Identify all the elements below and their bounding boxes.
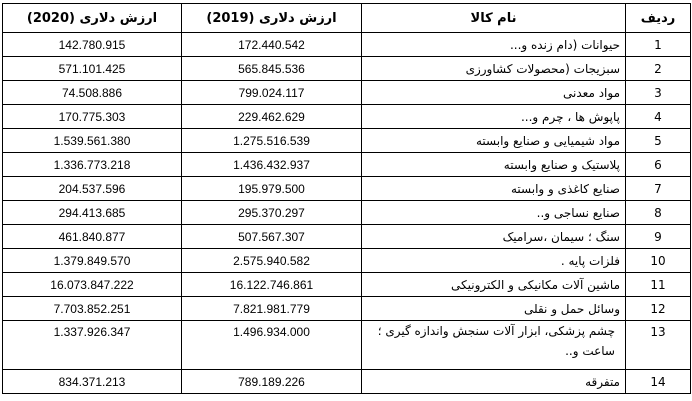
row-number-cell: 12 (626, 297, 691, 321)
value-2019-cell: 1.436.432.937 (182, 153, 362, 177)
value-2020-cell: 204.537.596 (3, 177, 182, 201)
goods-name-cell: حیوانات (دام زنده و... (362, 33, 626, 57)
row-number-cell: 8 (626, 201, 691, 225)
table-row (3, 81, 691, 105)
table-row (3, 129, 691, 153)
goods-name-cell: مواد شیمیایی و صنایع وابسته (362, 129, 626, 153)
row-number-cell: 14 (626, 370, 691, 394)
goods-name-cell: سبزیجات (محصولات کشاورزی (362, 57, 626, 81)
row-number-cell: 2 (626, 57, 691, 81)
table-row (3, 370, 691, 394)
goods-name-cell: صنایع نساجی و.. (362, 201, 626, 225)
value-2020-cell: 571.101.425 (3, 57, 182, 81)
header-value-2019: ارزش دلاری (2019) (182, 4, 362, 33)
goods-name-cell: مواد معدنی (362, 81, 626, 105)
row-number-cell: 4 (626, 105, 691, 129)
header-goods-name: نام کالا (362, 4, 626, 33)
goods-name-cell: متفرقه (362, 370, 626, 394)
value-2019-cell: 1.496.934.000 (182, 321, 362, 370)
table-row (3, 273, 691, 297)
row-number-cell: 10 (626, 249, 691, 273)
row-number-cell: 1 (626, 33, 691, 57)
row-number-cell: 13 (626, 321, 691, 370)
table-row (3, 321, 691, 370)
table-row (3, 201, 691, 225)
value-2020-cell: 142.780.915 (3, 33, 182, 57)
value-2019-cell: 172.440.542 (182, 33, 362, 57)
row-number-cell: 6 (626, 153, 691, 177)
value-2020-cell: 74.508.886 (3, 81, 182, 105)
value-2019-cell: 789.189.226 (182, 370, 362, 394)
value-2019-cell: 295.370.297 (182, 201, 362, 225)
value-2020-cell: 1.379.849.570 (3, 249, 182, 273)
goods-name-cell: صنایع کاغذی و وابسته (362, 177, 626, 201)
goods-name-cell: پلاستیک و صنایع وابسته (362, 153, 626, 177)
goods-name-cell: ماشین آلات مکانیکی و الکترونیکی (362, 273, 626, 297)
value-2020-cell: 170.775.303 (3, 105, 182, 129)
table-header-row (3, 4, 691, 33)
value-2020-cell: 1.337.926.347 (3, 321, 182, 370)
value-2020-cell: 16.073.847.222 (3, 273, 182, 297)
value-2019-cell: 565.845.536 (182, 57, 362, 81)
row-number-cell: 9 (626, 225, 691, 249)
table-row (3, 57, 691, 81)
table-row (3, 177, 691, 201)
value-2019-cell: 507.567.307 (182, 225, 362, 249)
table-row (3, 297, 691, 321)
value-2019-cell: 229.462.629 (182, 105, 362, 129)
value-2019-cell: 1.275.516.539 (182, 129, 362, 153)
goods-name-cell: وسائل حمل و نقلی (362, 297, 626, 321)
row-number-cell: 3 (626, 81, 691, 105)
row-number-cell: 11 (626, 273, 691, 297)
goods-name-cell: فلزات پایه . (362, 249, 626, 273)
value-2019-cell: 195.979.500 (182, 177, 362, 201)
table-row (3, 225, 691, 249)
header-row-number: ردیف (626, 4, 691, 33)
value-2019-cell: 7.821.981.779 (182, 297, 362, 321)
value-2019-cell: 16.122.746.861 (182, 273, 362, 297)
goods-name-cell: پاپوش ها ، چرم و... (362, 105, 626, 129)
value-2019-cell: 2.575.940.582 (182, 249, 362, 273)
goods-value-table (2, 3, 691, 394)
goods-name-cell: سنگ ؛ سیمان ،سرامیک (362, 225, 626, 249)
header-value-2020: ارزش دلاری (2020) (3, 4, 182, 33)
table-row (3, 105, 691, 129)
table-row (3, 249, 691, 273)
value-2020-cell: 461.840.877 (3, 225, 182, 249)
table-body (3, 33, 691, 394)
value-2020-cell: 7.703.852.251 (3, 297, 182, 321)
value-2019-cell: 799.024.117 (182, 81, 362, 105)
value-2020-cell: 834.371.213 (3, 370, 182, 394)
table-row (3, 153, 691, 177)
table-row (3, 33, 691, 57)
value-2020-cell: 294.413.685 (3, 201, 182, 225)
value-2020-cell: 1.336.773.218 (3, 153, 182, 177)
value-2020-cell: 1.539.561.380 (3, 129, 182, 153)
row-number-cell: 7 (626, 177, 691, 201)
row-number-cell: 5 (626, 129, 691, 153)
goods-name-cell: چشم پزشکی، ابزار آلات سنجش واندازه گیری ؛ ساعت و.. (362, 321, 626, 370)
